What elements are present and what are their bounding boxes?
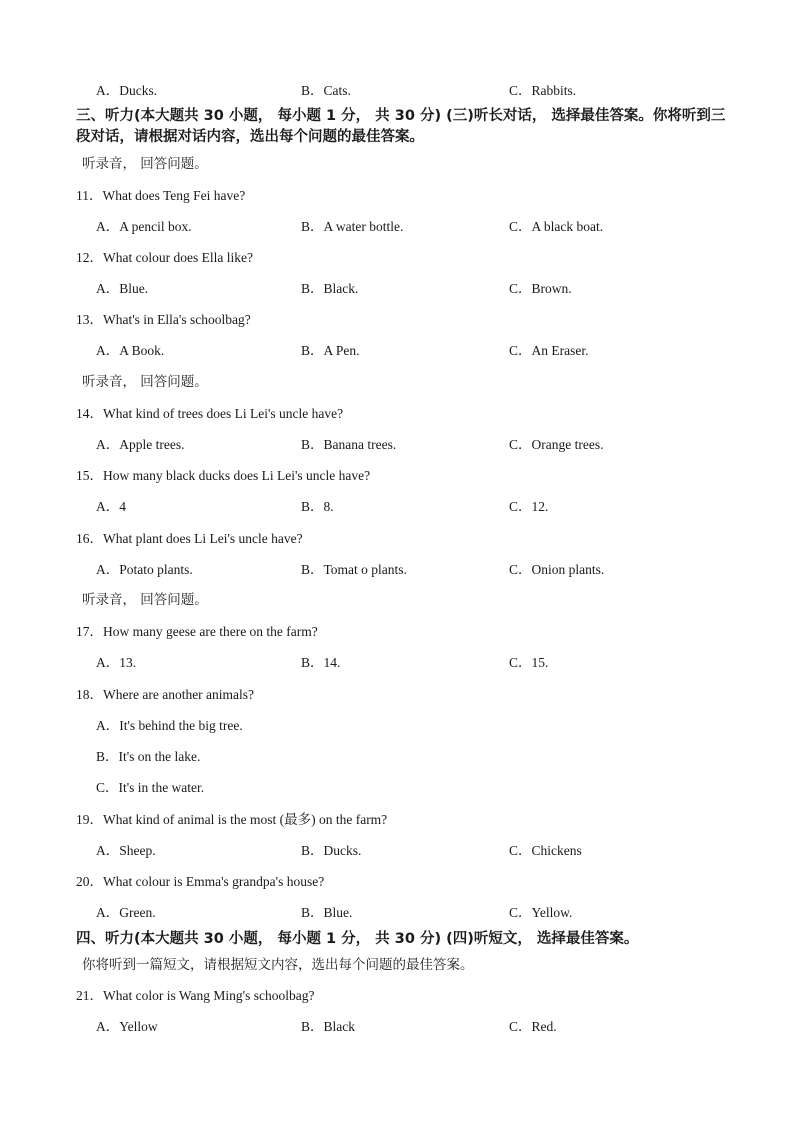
q19-option-a: A．Sheep.: [96, 843, 156, 858]
q14-option-a: A．Apple trees.: [96, 437, 185, 452]
question-16: 16．What plant does Li Lei's uncle have?: [76, 531, 303, 546]
q19-option-b: B．Ducks.: [301, 843, 362, 858]
q12-option-b: B．Black.: [301, 281, 359, 296]
q18-option-a: A．It's behind the big tree.: [96, 718, 243, 733]
q13-option-c: C．An Eraser.: [509, 343, 589, 358]
q11-option-c: C．A black boat.: [509, 219, 604, 234]
question-14: 14．What kind of trees does Li Lei's uncle have?: [76, 406, 344, 421]
q10-option-b: B．Cats.: [301, 83, 351, 98]
q11-option-b: B．A water bottle.: [301, 219, 404, 234]
q13-option-a: A．A Book.: [96, 343, 165, 358]
question-12: 12．What colour does Ella like?: [76, 250, 253, 265]
q19-option-c: C．Chickens: [509, 843, 582, 858]
question-21: 21．What color is Wang Ming's schoolbag?: [76, 988, 315, 1003]
section3-note-3: 听录音， 回答问题。: [82, 592, 208, 608]
q16-option-a: A．Potato plants.: [96, 562, 193, 577]
question-20: 20．What colour is Emma's grandpa's house?: [76, 874, 325, 889]
q21-option-a: A．Yellow: [96, 1019, 158, 1034]
question-17: 17．How many geese are there on the farm?: [76, 624, 318, 639]
question-15: 15．How many black ducks does Li Lei's uncle have?: [76, 468, 371, 483]
q20-option-c: C．Yellow.: [509, 905, 573, 920]
q15-option-b: B．8.: [301, 499, 334, 514]
q12-option-c: C．Brown.: [509, 281, 572, 296]
q17-option-c: C．15.: [509, 655, 549, 670]
q10-option-c: C．Rabbits.: [509, 83, 577, 98]
question-11: 11．What does Teng Fei have?: [76, 188, 246, 203]
q12-option-a: A．Blue.: [96, 281, 149, 296]
q15-option-a: A．4: [96, 499, 126, 514]
q21-option-b: B．Black: [301, 1019, 355, 1034]
section4-heading: 四、听力(本大题共 30 小题， 每小题 1 分， 共 30 分) (四)听短文， 选择最佳答案。: [76, 931, 639, 947]
q20-option-b: B．Blue.: [301, 905, 353, 920]
q14-option-b: B．Banana trees.: [301, 437, 397, 452]
q13-option-b: B．A Pen.: [301, 343, 360, 358]
q15-option-c: C．12.: [509, 499, 549, 514]
q20-option-a: A．Green.: [96, 905, 156, 920]
question-19: 19．What kind of animal is the most (最多) on the farm?: [76, 812, 388, 827]
q10-option-a: A．Ducks.: [96, 83, 158, 98]
q17-option-b: B．14.: [301, 655, 341, 670]
section3-note-2: 听录音， 回答问题。: [82, 374, 208, 390]
q18-option-c: C．It's in the water.: [96, 780, 205, 795]
section3-note-1: 听录音， 回答问题。: [82, 156, 208, 172]
section4-note: 你将听到一篇短文，请根据短文内容，选出每个问题的最佳答案。: [82, 957, 474, 973]
q18-option-b: B．It's on the lake.: [96, 749, 201, 764]
q16-option-c: C．Onion plants.: [509, 562, 605, 577]
q11-option-a: A．A pencil box.: [96, 219, 192, 234]
q14-option-c: C．Orange trees.: [509, 437, 604, 452]
q17-option-a: A．13.: [96, 655, 137, 670]
q21-option-c: C．Red.: [509, 1019, 557, 1034]
q16-option-b: B．Tomat o plants.: [301, 562, 407, 577]
question-18: 18．Where are another animals?: [76, 687, 255, 702]
section3-heading: 三、听力(本大题共 30 小题， 每小题 1 分， 共 30 分) (三)听长对话， 选择最佳答案。你将听到三段对话，请根据对话内容，选出每个问题的最佳答案。: [76, 108, 726, 145]
question-13: 13．What's in Ella's schoolbag?: [76, 312, 251, 327]
